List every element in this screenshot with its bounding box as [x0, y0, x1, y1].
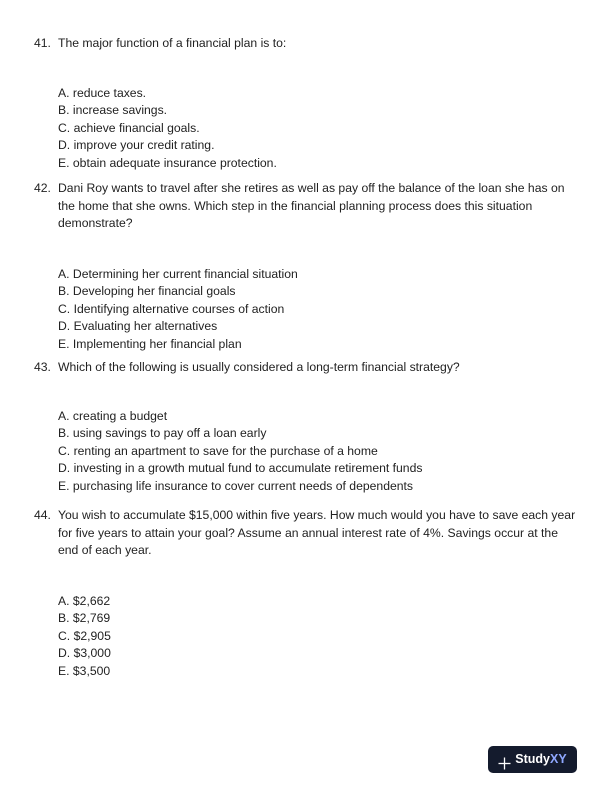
- question-number: 44.: [34, 508, 51, 522]
- question-text: You wish to accumulate $15,000 within five years. How much would you have to save each year for five years to attain your goal? Assume an annual interest rate of 4%. Savings occur at the end of each year.: [58, 508, 576, 557]
- answer-choice-a: A. reduce taxes.: [58, 85, 147, 100]
- studyxy-brand-badge[interactable]: [488, 746, 577, 773]
- question-stem: [34, 507, 579, 560]
- answer-choice-b: B. using savings to pay off a loan early: [58, 426, 267, 440]
- question-number: 42.: [34, 181, 51, 195]
- question-number: 41.: [34, 36, 51, 50]
- answer-choices: [34, 85, 579, 173]
- answer-choices: [34, 593, 579, 681]
- answer-choice-c: C. achieve financial goals.: [58, 120, 200, 135]
- answer-choice-e: E. $3,500: [58, 663, 111, 678]
- question-stem: [34, 359, 579, 377]
- answer-choice-a: A. creating a budget: [58, 408, 168, 423]
- answer-choice-b: B. increase savings.: [58, 103, 168, 117]
- brand-name-study: Study: [515, 752, 551, 766]
- answer-choice-d: D. investing in a growth mutual fund to accumulate retirement funds: [58, 461, 423, 475]
- answer-choice-d: D. $3,000: [58, 646, 111, 660]
- answer-choice-d: D. Evaluating her alternatives: [58, 319, 218, 333]
- answer-choice-c: C. Identifying alternative courses of action: [58, 301, 285, 316]
- answer-choice-e: E. Implementing her financial plan: [58, 336, 242, 351]
- answer-choice-c: C. $2,905: [58, 628, 111, 643]
- answer-choice-d: D. improve your credit rating.: [58, 138, 215, 152]
- answer-choices: [34, 408, 579, 496]
- question-text: Which of the following is usually considered a long-term financial strategy?: [58, 360, 460, 374]
- question-stem: [34, 35, 579, 53]
- question-number: 43.: [34, 360, 51, 374]
- answer-choice-e: E. purchasing life insurance to cover current needs of dependents: [58, 478, 414, 493]
- answer-choice-c: C. renting an apartment to save for the purchase of a home: [58, 443, 378, 458]
- brand-name: [515, 746, 566, 773]
- answer-choice-b: B. Developing her financial goals: [58, 284, 236, 298]
- question-42: [34, 180, 579, 353]
- answer-choice-e: E. obtain adequate insurance protection.: [58, 155, 277, 170]
- plus-icon: [498, 753, 511, 766]
- question-text: The major function of a financial plan is to:: [58, 36, 287, 50]
- question-43: [34, 359, 579, 495]
- brand-name-xy: XY: [550, 752, 567, 766]
- question-41: [34, 35, 579, 172]
- answer-choice-b: B. $2,769: [58, 611, 111, 625]
- question-text: Dani Roy wants to travel after she retires as well as pay off the balance of the loan she has on the home that she owns. Which step in the financial planning process does this situation demonstrate?: [58, 181, 565, 230]
- answer-choice-a: A. Determining her current financial situation: [58, 266, 298, 281]
- question-stem: [34, 180, 579, 233]
- answer-choices: [34, 266, 579, 354]
- question-44: [34, 507, 579, 680]
- answer-choice-a: A. $2,662: [58, 593, 111, 608]
